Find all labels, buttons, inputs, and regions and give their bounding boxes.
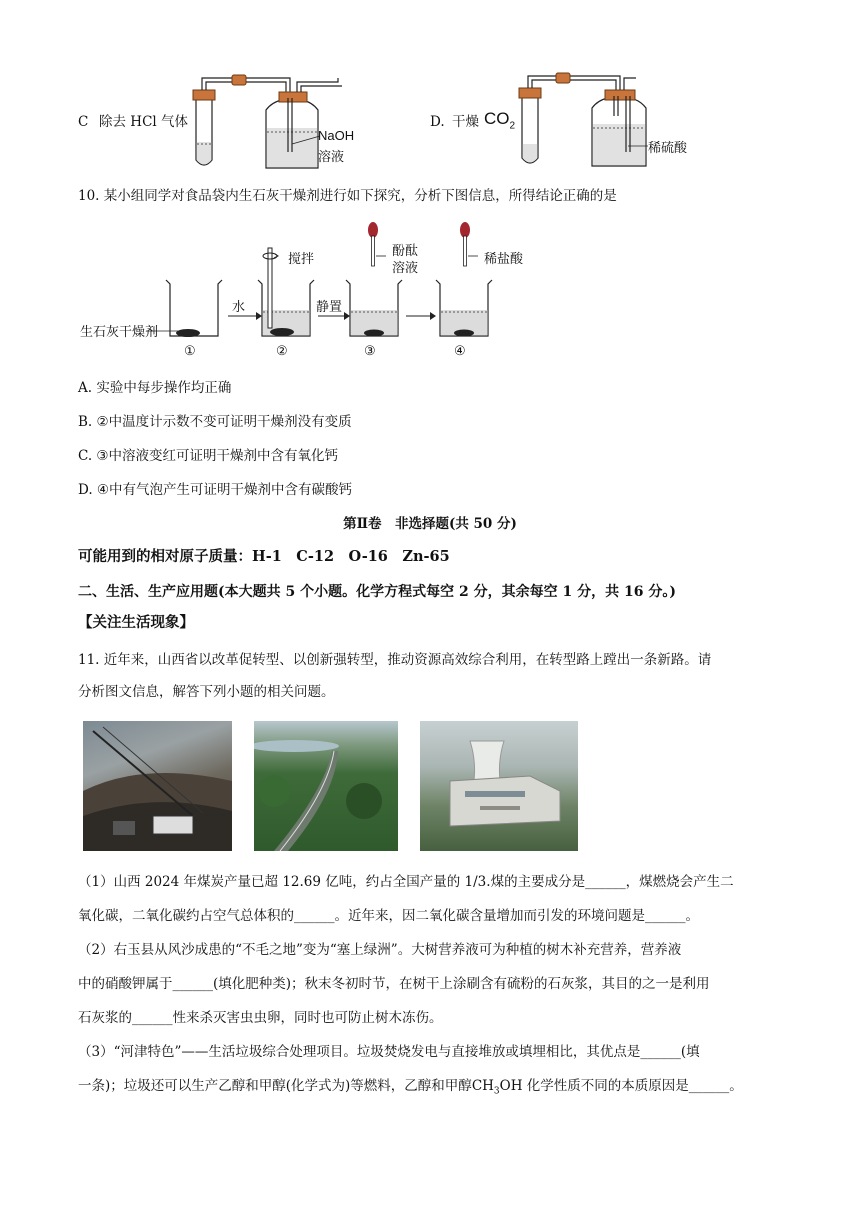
- option-c-letter: C: [78, 114, 89, 130]
- beaker-1: [166, 280, 222, 336]
- thermometer: [268, 248, 272, 328]
- co2-subscript: 2: [509, 120, 516, 132]
- q11-part3-text-b: OH 化学性质不同的本质原因是______。: [499, 1078, 743, 1094]
- label-naoh: NaOH: [318, 128, 355, 143]
- q10-option-a: A. 实验中每步操作均正确: [78, 380, 232, 396]
- photo-green-forest-highway: [254, 721, 398, 851]
- stopper-c2: [279, 92, 307, 102]
- valve-c: [232, 75, 246, 85]
- q11-part3-line2: [78, 1076, 743, 1102]
- q11-part2-line1: （2）右玉县从风沙成患的“不毛之地”变为“塞上绿洲”。大树营养液可为种植的树木补充营养，营养液: [78, 942, 682, 958]
- option-d-letter: D.: [430, 114, 445, 130]
- label-water: 水: [232, 300, 246, 315]
- label-step-3: ③: [364, 344, 376, 359]
- apparatus-d-diagram: [508, 66, 698, 176]
- methanol-subscript: 3: [493, 1086, 500, 1097]
- label-stand: 静置: [316, 300, 343, 315]
- q11-part2-line3: 石灰浆的______性来杀灭害虫虫卵，同时也可防止树木冻伤。: [78, 1010, 443, 1026]
- q11-part2-line2: 中的硝酸钾属于______(填化肥种类)；秋末冬初时节，在树干上涂刷含有硫粉的石灰浆，其目的之一是利用: [78, 976, 710, 992]
- label-step-1: ①: [184, 344, 196, 359]
- photo-waste-power-plant: [420, 721, 578, 851]
- label-desiccant: 生石灰干燥剂: [80, 325, 159, 340]
- label-dilute-hcl: 稀盐酸: [484, 252, 524, 267]
- q10-option-d: D. ④中有气泡产生可证明干燥剂中含有碳酸钙: [78, 482, 353, 498]
- q10-option-b: B. ②中温度计示数不变可证明干燥剂没有变质: [78, 414, 352, 430]
- stopper-c1: [193, 90, 215, 100]
- q11-stem-line2: 分析图文信息，解答下列小题的相关问题。: [78, 684, 335, 700]
- label-dilute-sulfuric-acid: 稀硫酸: [648, 141, 688, 156]
- co2-text: CO: [484, 109, 510, 128]
- label-phenolphthalein-solution: 溶液: [392, 261, 419, 276]
- stopper-d1: [519, 88, 541, 98]
- q11-stem-line1: 11. 近年来，山西省以改革促转型、以创新强转型，推动资源高效综合利用，在转型路上蹚出一条新路。请: [78, 652, 712, 668]
- photo-coal-mining: [83, 721, 232, 851]
- option-c-text: 除去 HCl 气体: [99, 114, 189, 130]
- q11-part3-line1: （3）“河津特色”——生活垃圾综合处理项目。垃圾焚烧发电与直接堆放或填埋相比，其优点是______(填: [78, 1044, 700, 1060]
- q10-stem: 10. 某小组同学对食品袋内生石灰干燥剂进行如下探究，分析下图信息，所得结论正确的是: [78, 188, 617, 204]
- label-phenolphthalein: 酚酞: [392, 244, 419, 259]
- label-step-4: ④: [454, 344, 466, 359]
- desiccant-powder-1: [176, 329, 200, 337]
- part2-title: 第Ⅱ卷 非选择题(共 50 分): [343, 516, 517, 532]
- label-stir: 搅拌: [288, 252, 315, 267]
- topic-heading: 【关注生活现象】: [78, 614, 194, 631]
- label-step-2: ②: [276, 344, 288, 359]
- section-title: 二、生活、生产应用题(本大题共 5 个小题。化学方程式每空 2 分，其余每空 1 分，共 16 分。): [78, 584, 676, 600]
- valve-d: [556, 73, 570, 83]
- q11-part3-text-a: 一条)；垃圾还可以生产乙醇和甲醇(化学式为)等燃料，乙醇和甲醇: [78, 1078, 472, 1094]
- atomic-masses: 可能用到的相对原子质量：H-1 C-12 O-16 Zn-65: [78, 548, 450, 565]
- q10-experiment-diagram: [78, 218, 558, 368]
- q11-part1-line1: （1）山西 2024 年煤炭产量已超 12.69 亿吨，约占全国产量的 1/3.煤的主要成分是______，煤燃烧会产生二: [78, 874, 734, 890]
- option-d-text: 干燥: [452, 114, 479, 130]
- methanol-formula: CH: [471, 1078, 494, 1094]
- label-naoh-solution: 溶液: [318, 150, 345, 165]
- q10-option-c: C. ③中溶液变红可证明干燥剂中含有氧化钙: [78, 448, 339, 464]
- q11-part1-line2: 氧化碳，二氧化碳约占空气总体积的______。近年来，因二氧化碳含量增加而引发的环境问题是______。: [78, 908, 699, 924]
